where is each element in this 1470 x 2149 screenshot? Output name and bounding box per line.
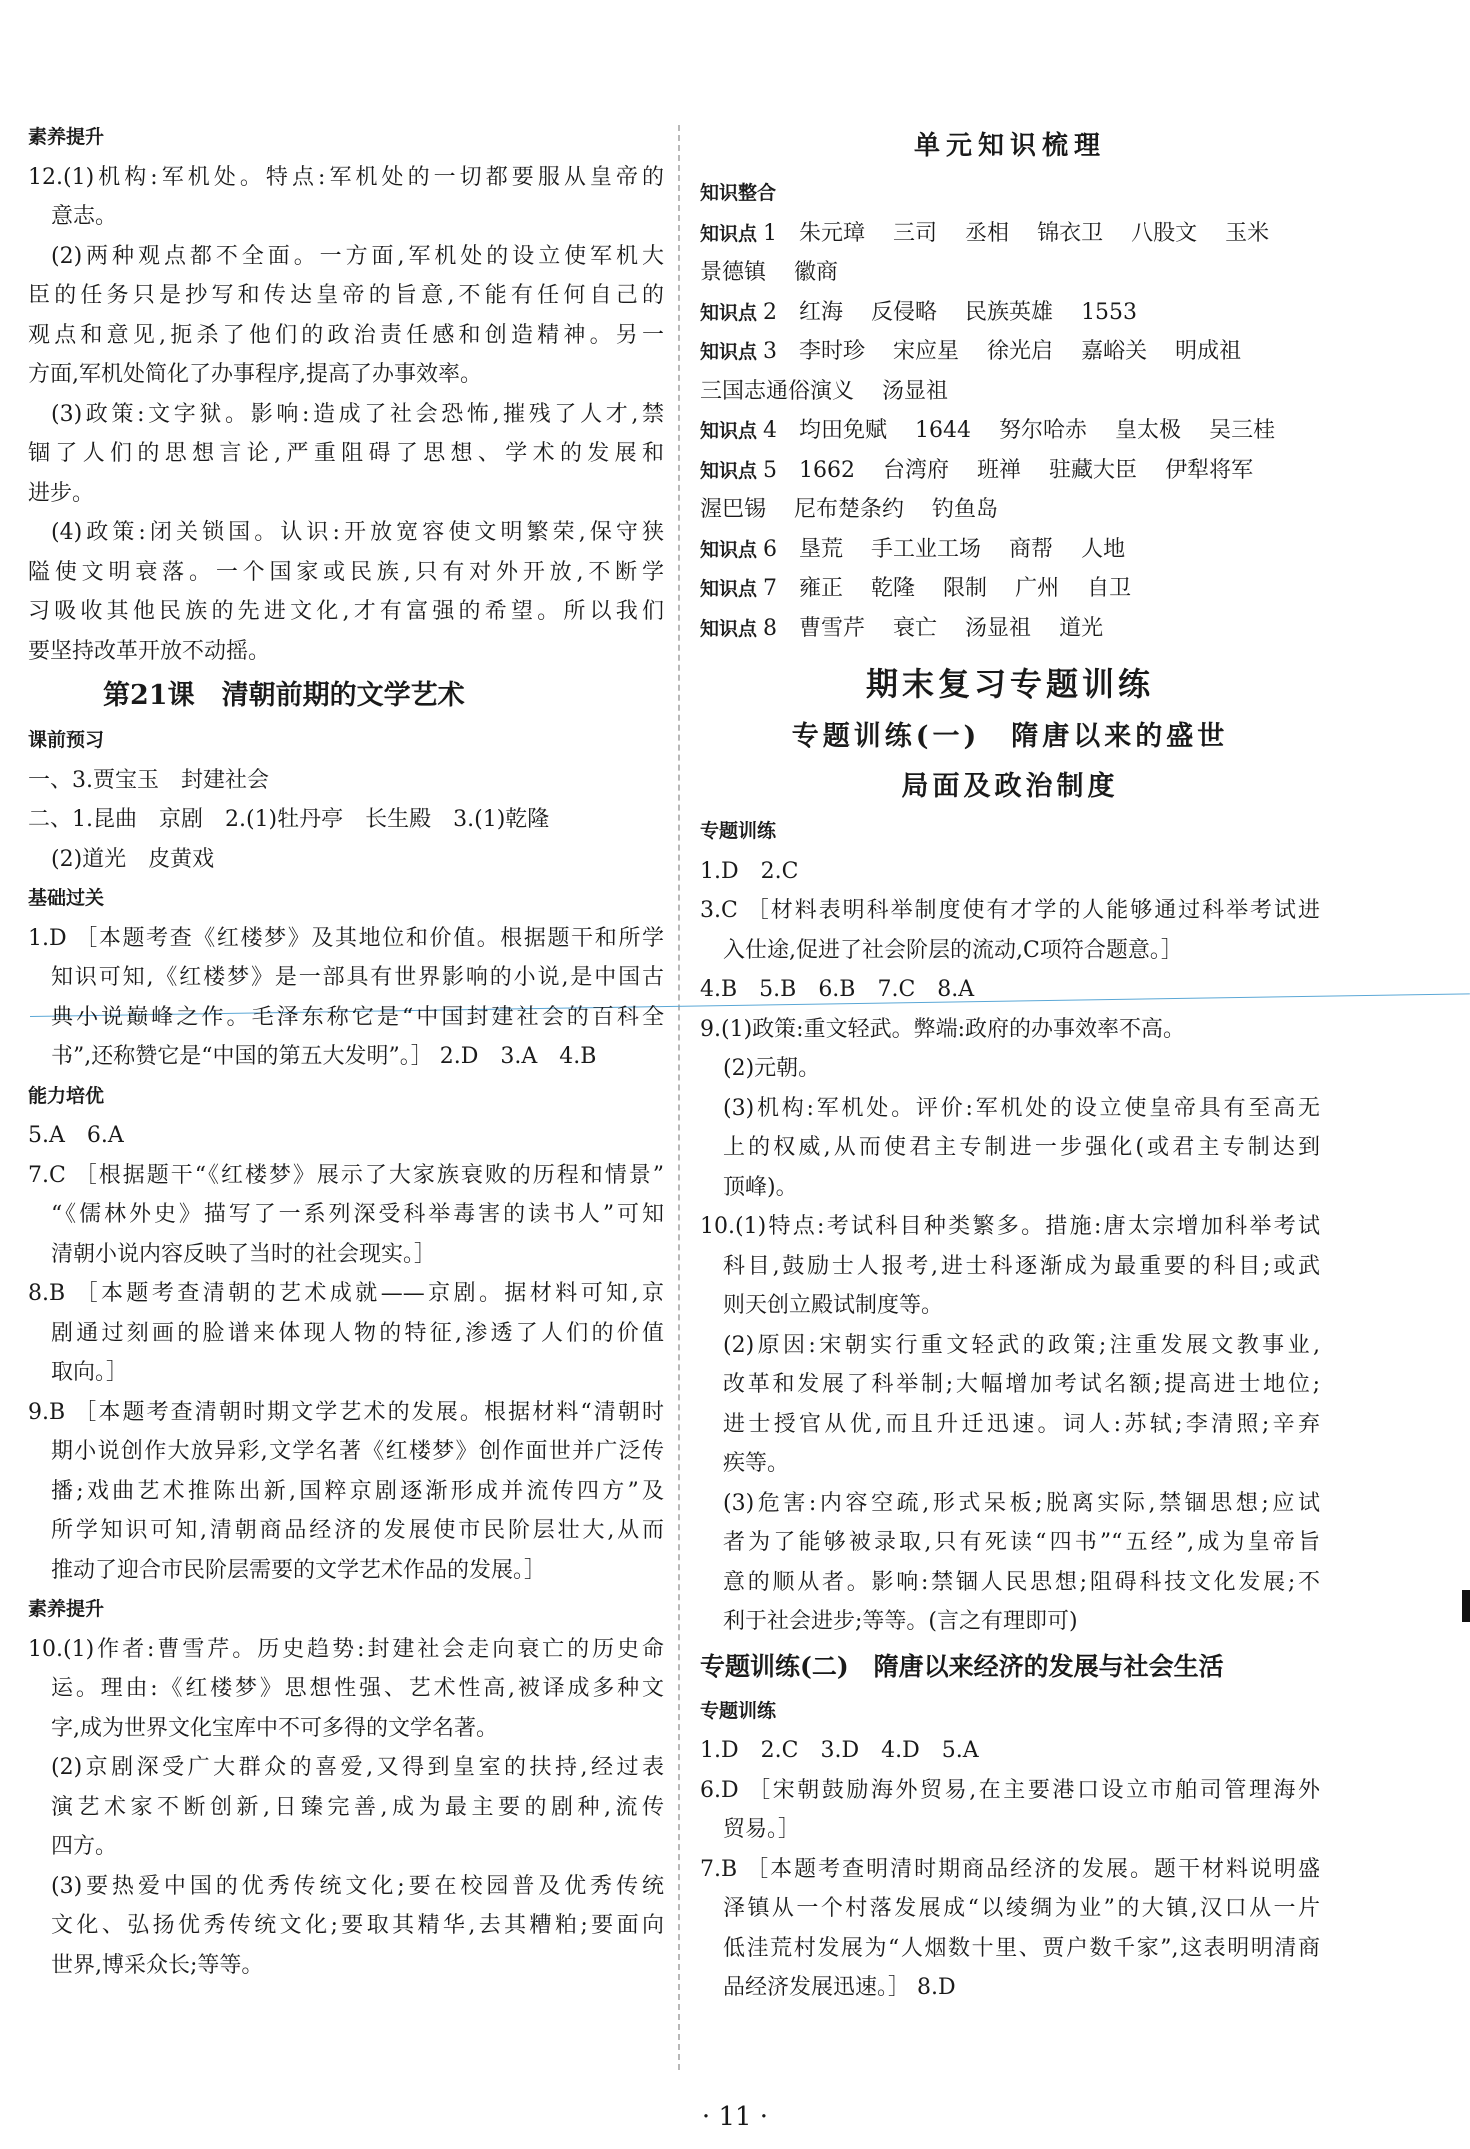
answer-line: 科目,鼓励士人报考,进士科逐渐成为最重要的科目;或武	[723, 1253, 1320, 1279]
knowledge-point-number: 1	[763, 220, 778, 246]
answer-line: (2)两种观点都不全面。一方面,军机处的设立使军机大	[51, 243, 664, 269]
knowledge-term: 锦衣卫	[1037, 220, 1104, 246]
answer-line: 低洼荒村发展为“人烟数十里、贾户数千家”,这表明明清商	[723, 1935, 1320, 1961]
section-heading: 素养提升	[28, 126, 105, 148]
answer-line: 8.B ［本题考查清朝的艺术成就——京剧。据材料可知,京	[28, 1281, 664, 1306]
answer-line: 世界,博采众长;等等。	[51, 1952, 264, 1978]
answer-line: 意志。	[51, 204, 118, 229]
knowledge-term: 八股文	[1131, 220, 1198, 246]
knowledge-point-row	[700, 411, 1320, 451]
knowledge-point-number: 5	[763, 457, 778, 483]
answer-line: 利于社会进步;等等。(言之有理即可)	[723, 1609, 1078, 1634]
knowledge-point-list	[700, 214, 1320, 649]
knowledge-term: 手工业工场	[871, 536, 982, 562]
answer-line: 12.(1)机构:军机处。特点:军机处的一切都要服从皇帝的	[28, 164, 664, 190]
answer-line: 知识可知,《红楼梦》是一部具有世界影响的小说,是中国古	[51, 965, 664, 990]
answer-line: 要坚持改革开放不动摇。	[28, 638, 271, 664]
answer-line: 9.B ［本题考查清朝时期文学艺术的发展。根据材料“清朝时	[28, 1399, 664, 1425]
knowledge-term: 明成祖	[1175, 339, 1242, 364]
answer-line: (3)要热爱中国的优秀传统文化;要在校园普及优秀传统	[51, 1873, 664, 1899]
topic2-title: 专题训练(二) 隋唐以来经济的发展与社会生活	[700, 1651, 1224, 1681]
knowledge-term: 反侵略	[871, 299, 938, 325]
knowledge-term: 台湾府	[883, 457, 950, 483]
answer-line: 观点和意见,扼杀了他们的政治责任感和创造精神。另一	[28, 322, 664, 348]
answer-line: 书”,还称赞它是“中国的第五大发明”。］ 2.D 3.A 4.B	[51, 1044, 597, 1069]
answer-line: 泽镇从一个村落发展成“以绫绸为业”的大镇,汉口从一片	[723, 1896, 1320, 1921]
knowledge-point-row	[700, 332, 1320, 372]
knowledge-term: 嘉峪关	[1081, 339, 1148, 364]
knowledge-point-number: 6	[763, 536, 778, 562]
answer-line: 锢了人们的思想言论,严重阻碍了思想、学术的发展和	[28, 441, 664, 466]
answer-line: 所学知识可知,清朝商品经济的发展使市民阶层壮大,从而	[51, 1518, 664, 1543]
knowledge-term: 1553	[1081, 299, 1138, 325]
knowledge-term: 宋应星	[893, 339, 960, 364]
answer-line: 演艺术家不断创新,日臻完善,成为最主要的剧种,流传	[51, 1794, 664, 1820]
knowledge-point-label: 知识点	[700, 420, 758, 442]
knowledge-term: 乾隆	[871, 576, 916, 601]
knowledge-term: 丞相	[965, 220, 1010, 246]
answer-line: (2)元朝。	[723, 1056, 821, 1081]
knowledge-term: 李时珍	[799, 339, 866, 364]
answer-line: 7.B ［本题考查明清时期商品经济的发展。题干材料说明盛	[700, 1856, 1320, 1882]
answer-line: (2)原因:宋朝实行重文轻武的政策;注重发展文教事业,	[723, 1332, 1320, 1358]
knowledge-term: 努尔哈赤	[999, 418, 1088, 443]
answer-line: 进士授官从优,而且升迁迅速。词人:苏轼;李清照;辛弃	[723, 1411, 1320, 1437]
knowledge-term: 曹雪芹	[799, 615, 866, 641]
knowledge-term: 自卫	[1087, 576, 1132, 601]
knowledge-term: 景德镇	[700, 260, 767, 285]
knowledge-term: 三司	[893, 220, 938, 246]
knowledge-point-row	[700, 569, 1320, 609]
knowledge-point-row	[700, 253, 1320, 293]
knowledge-point-row	[700, 293, 1320, 333]
knowledge-point-row	[700, 530, 1320, 570]
knowledge-point-row	[700, 214, 1320, 254]
answer-line: 文化、弘扬优秀传统文化;要取其精华,去其糟粕;要面向	[51, 1913, 664, 1938]
answer-line: 清朝小说内容反映了当时的社会现实。］	[51, 1241, 437, 1267]
answer-line: (3)政策:文字狱。影响:造成了社会恐怖,摧残了人才,禁	[51, 401, 664, 427]
answer-line: 贸易。］	[723, 1817, 801, 1842]
section-heading: 素养提升	[28, 1598, 105, 1620]
knowledge-term: 人地	[1081, 536, 1126, 562]
knowledge-term: 朱元璋	[799, 220, 866, 246]
section-heading: 课前预习	[28, 729, 105, 751]
answer-line: 字,成为世界文化宝库中不可多得的文学名著。	[51, 1715, 498, 1741]
answer-line: 臣的任务只是抄写和传达皇帝的旨意,不能有任何自己的	[28, 283, 664, 308]
knowledge-term: 徐光启	[987, 339, 1054, 364]
knowledge-term: 伊犁将军	[1165, 457, 1254, 483]
knowledge-term: 限制	[943, 576, 988, 601]
answer-line: 10.(1)作者:曹雪芹。历史趋势:封建社会走向衰亡的历史命	[28, 1636, 664, 1662]
answer-line: 方面,军机处简化了办事程序,提高了办事效率。	[28, 362, 482, 387]
answer-line: 4.B 5.B 6.B 7.C 8.A	[700, 977, 975, 1002]
knowledge-term: 广州	[1015, 576, 1060, 601]
knowledge-point-label: 知识点	[700, 578, 758, 600]
left-column	[28, 118, 664, 1985]
section-heading: 专题训练	[700, 1699, 777, 1722]
answer-line: 典小说巅峰之作。毛泽东称它是“中国封建社会的百科全	[51, 1004, 664, 1030]
final-review-title: 期末复习专题训练	[865, 665, 1154, 703]
knowledge-point-label: 知识点	[700, 222, 758, 245]
answer-line: 意的顺从者。影响:禁锢人民思想;阻碍科技文化发展;不	[723, 1569, 1320, 1595]
knowledge-term: 三国志通俗演义	[700, 378, 855, 404]
knowledge-point-row	[700, 372, 1320, 412]
knowledge-term: 均田免赋	[799, 418, 888, 443]
knowledge-term: 道光	[1059, 615, 1104, 641]
right-column	[700, 118, 1320, 2008]
answer-line: 上的权威,从而使君主专制进一步强化(或君主专制达到	[723, 1135, 1320, 1160]
knowledge-point-row	[700, 490, 1320, 530]
answer-line: (2)京剧深受广大群众的喜爱,又得到皇室的扶持,经过表	[51, 1755, 664, 1780]
edge-mark	[1462, 1590, 1470, 1622]
knowledge-term: 雍正	[799, 576, 844, 601]
knowledge-term: 1662	[799, 457, 856, 483]
knowledge-point-number: 8	[763, 615, 778, 641]
answer-line: 进步。	[28, 480, 95, 506]
knowledge-term: 钓鱼岛	[932, 497, 999, 522]
knowledge-term: 驻藏大臣	[1049, 457, 1138, 483]
knowledge-point-number: 7	[763, 576, 778, 601]
knowledge-point-row	[700, 609, 1320, 649]
knowledge-term: 玉米	[1225, 220, 1270, 246]
knowledge-term: 红海	[799, 299, 844, 325]
answer-line: 播;戏曲艺术推陈出新,国粹京剧逐渐形成并流传四方”及	[51, 1478, 664, 1504]
knowledge-point-number: 2	[763, 299, 778, 325]
knowledge-term: 商帮	[1009, 536, 1054, 562]
knowledge-point-label: 知识点	[700, 459, 758, 482]
page-number: · 11 ·	[701, 2102, 769, 2132]
answer-line: (3)危害:内容空疏,形式呆板;脱离实际,禁锢思想;应试	[723, 1490, 1320, 1516]
knowledge-point-label: 知识点	[700, 301, 758, 324]
knowledge-point-number: 3	[763, 339, 778, 364]
section-heading: 专题训练	[700, 820, 777, 842]
knowledge-term: 渥巴锡	[700, 497, 767, 522]
answer-line: 1.D 2.C	[700, 858, 799, 884]
knowledge-point-label: 知识点	[700, 617, 758, 640]
answer-line: 顶峰)。	[723, 1174, 798, 1200]
answer-line: 10.(1)特点:考试科目种类繁多。措施:唐太宗增加科举考试	[700, 1214, 1320, 1239]
knowledge-point-row	[700, 451, 1320, 491]
knowledge-point-label: 知识点	[700, 538, 758, 561]
answer-line: 习吸收其他民族的先进文化,才有富强的希望。所以我们	[28, 599, 664, 624]
topic-title: 专题训练(一) 隋唐以来的盛世	[791, 721, 1229, 752]
answer-line: 四方。	[51, 1834, 118, 1859]
answer-line: 3.C ［材料表明科举制度使有才学的人能够通过科举考试进	[700, 898, 1320, 923]
knowledge-point-number: 4	[763, 418, 778, 443]
section-heading: 基础过关	[28, 887, 105, 909]
knowledge-term: 民族英雄	[965, 299, 1054, 325]
column-divider	[678, 125, 680, 2070]
answer-line: 运。理由:《红楼梦》思想性强、艺术性高,被译成多种文	[51, 1676, 664, 1701]
answer-line: (4)政策:闭关锁国。认识:开放宽容使文明繁荣,保守狭	[51, 520, 664, 545]
answer-line: 取向。］	[51, 1360, 129, 1385]
answer-line: 者为了能够被录取,只有死读“四书”“五经”,成为皇帝旨	[723, 1530, 1320, 1555]
answer-line: 9.(1)政策:重文轻武。弊端:政府的办事效率不高。	[700, 1016, 1185, 1042]
answer-line: 推动了迎合市民阶层需要的文学艺术作品的发展。］	[51, 1557, 547, 1583]
knowledge-term: 汤显祖	[882, 378, 949, 404]
answer-line: 一、3.贾宝玉 封建社会	[28, 767, 269, 793]
knowledge-term: 吴三桂	[1209, 418, 1276, 443]
knowledge-term: 汤显祖	[965, 615, 1032, 641]
answer-line: 二、1.昆曲 京剧 2.(1)牡丹亭 长生殿 3.(1)乾隆	[28, 807, 550, 832]
answer-line: (3)机构:军机处。评价:军机处的设立使皇帝具有至高无	[723, 1095, 1320, 1121]
knowledge-point-label: 知识点	[700, 341, 758, 363]
lesson-title: 第21课 清朝前期的文学艺术	[103, 680, 465, 711]
unit-summary-title: 单元知识梳理	[913, 131, 1106, 161]
answer-line: “《儒林外史》描写了一系列深受科举毒害的读书人”可知	[51, 1202, 664, 1227]
answer-line: 6.D ［宋朝鼓励海外贸易,在主要港口设立市舶司管理海外	[700, 1777, 1320, 1803]
section-heading: 知识整合	[700, 182, 777, 204]
answer-line: 1.D ［本题考查《红楼梦》及其地位和价值。根据题干和所学	[28, 925, 664, 951]
answer-line: 5.A 6.A	[28, 1123, 124, 1148]
knowledge-term: 班禅	[977, 457, 1022, 483]
section-heading: 能力培优	[28, 1084, 105, 1107]
knowledge-term: 徽商	[794, 260, 839, 285]
topic-title-continued: 局面及政治制度	[901, 771, 1119, 802]
knowledge-term: 尼布楚条约	[794, 497, 905, 522]
answer-line: 改革和发展了科举制;大幅增加考试名额;提高进士地位;	[723, 1372, 1320, 1397]
answer-line: 品经济发展迅速。］ 8.D	[723, 1975, 956, 2000]
answer-line: 7.C ［根据题干“《红楼梦》展示了大家族衰败的历程和情景”	[28, 1162, 664, 1188]
knowledge-term: 衰亡	[893, 615, 938, 641]
knowledge-term: 皇太极	[1115, 418, 1182, 443]
knowledge-term: 1644	[915, 418, 972, 443]
answer-line: 疾等。	[723, 1451, 790, 1476]
answer-line: 隘使文明衰落。一个国家或民族,只有对外开放,不断学	[28, 559, 664, 585]
answer-line: 则天创立殿试制度等。	[723, 1293, 944, 1318]
answer-line: 1.D 2.C 3.D 4.D 5.A	[700, 1738, 979, 1763]
answer-line: (2)道光 皮黄戏	[51, 846, 215, 872]
answer-line: 入仕途,促进了社会阶层的流动,C项符合题意。］	[723, 937, 1183, 963]
answer-line: 期小说创作大放异彩,文学名著《红楼梦》创作面世并广泛传	[51, 1439, 664, 1464]
knowledge-term: 垦荒	[799, 536, 844, 562]
answer-line: 剧通过刻画的脸谱来体现人物的特征,渗透了人们的价值	[51, 1320, 664, 1346]
